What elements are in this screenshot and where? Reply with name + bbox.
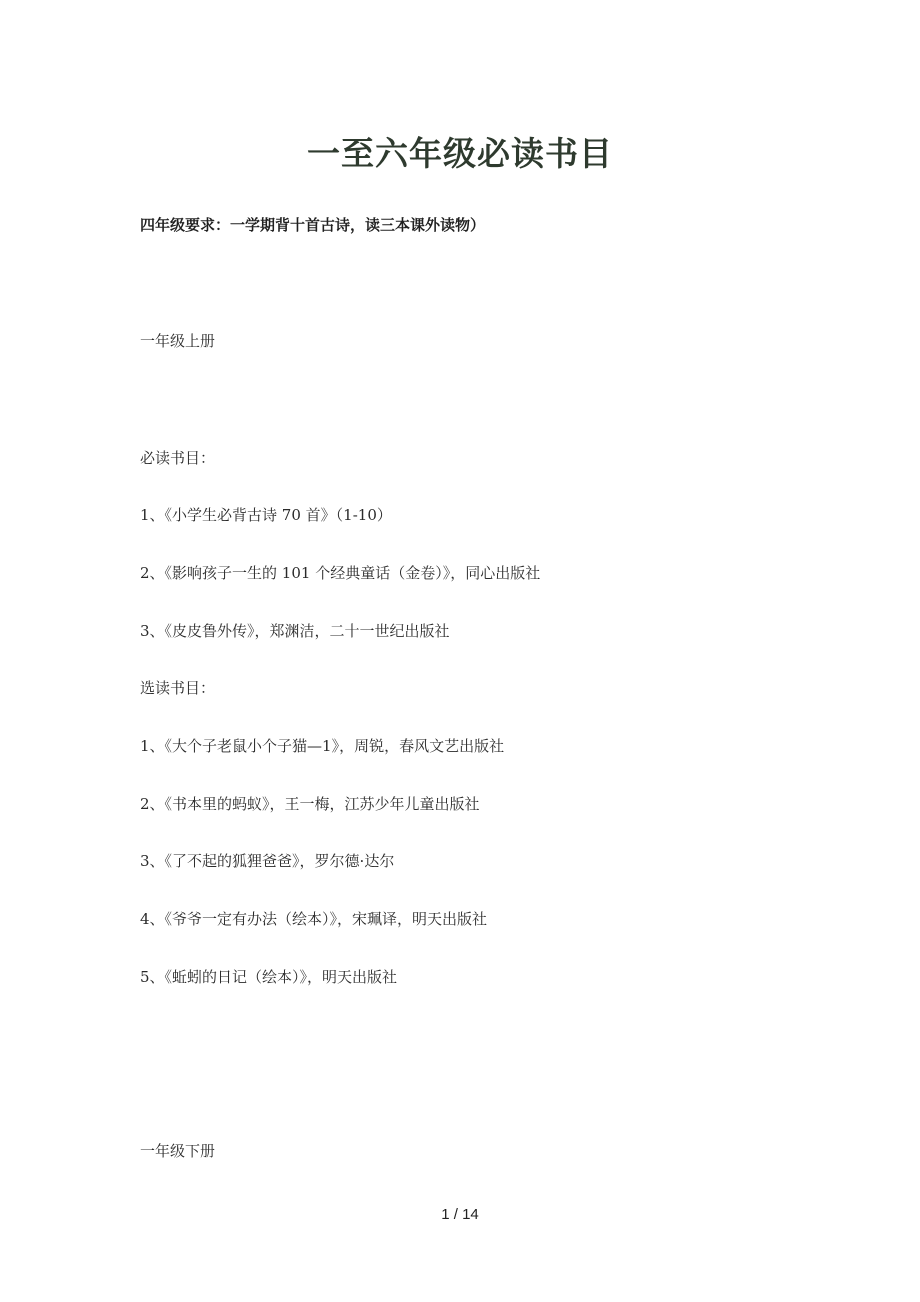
optional-book-item: 4、《爷爷一定有办法（绘本）》，宋珮译，明天出版社 [140, 910, 488, 928]
required-book-item: 2、《影响孩子一生的 101 个经典童话（金卷）》，同心出版社 [140, 564, 541, 582]
document-title: 一至六年级必读书目 [307, 134, 613, 173]
optional-book-item: 2、《书本里的蚂蚁》，王一梅，江苏少年儿童出版社 [140, 795, 480, 813]
page-indicator: 1 / 14 [441, 1206, 479, 1223]
optional-books-label: 选读书目： [140, 679, 216, 697]
optional-book-item: 3、《了不起的狐狸爸爸》，罗尔德·达尔 [140, 852, 395, 870]
required-book-item: 3、《皮皮鲁外传》，郑渊洁，二十一世纪出版社 [140, 622, 450, 640]
grade-requirement: 四年级要求：一学期背十首古诗，读三本课外读物） [140, 216, 486, 234]
section-heading-grade1-lower: 一年级下册 [140, 1142, 216, 1160]
optional-book-item: 1、《大个子老鼠小个子猫—1》，周锐，春风文艺出版社 [140, 737, 505, 755]
section-heading-grade1-upper: 一年级上册 [140, 332, 216, 350]
required-book-item: 1、《小学生必背古诗 70 首》（1-10） [140, 506, 392, 524]
optional-book-item: 5、《蚯蚓的日记（绘本）》，明天出版社 [140, 968, 398, 986]
required-books-label: 必读书目： [140, 449, 216, 467]
